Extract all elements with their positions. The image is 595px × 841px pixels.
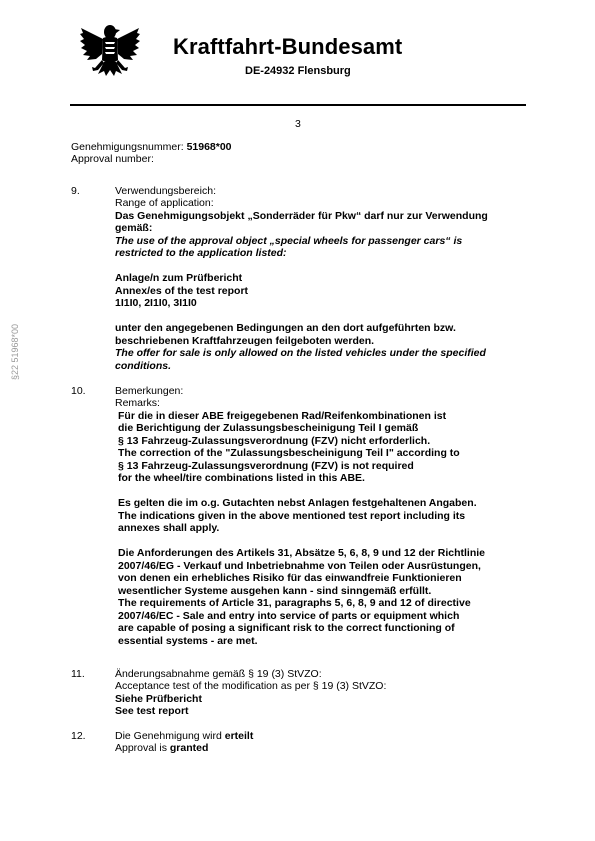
section-9-condition-en: The offer for sale is only allowed on the listed vehicles under the specified <box>115 347 486 359</box>
remarks-line: Es gelten die im o.g. Gutachten nebst Anlagen festgehaltenen Angaben. <box>118 497 477 509</box>
federal-eagle-logo <box>78 20 142 86</box>
section-9-condition: unter den angegebenen Bedingungen an den dort aufgeführten bzw. <box>115 322 456 334</box>
remarks-line: are capable of posing a significant risk to the correct functioning of <box>118 622 455 634</box>
section-9-number: 9. <box>71 185 80 197</box>
authority-address: DE-24932 Flensburg <box>245 65 351 77</box>
remarks-line: The indications given in the above mentioned test report including its <box>118 510 466 522</box>
section-9-annex-list: 1I1I0, 2I1I0, 3I1I0 <box>115 297 197 309</box>
approval-number-line <box>71 141 232 153</box>
approval-number-label-de: Genehmigungsnummer: <box>71 141 184 153</box>
section-12-line-de <box>115 730 253 742</box>
section-11-title-en: Acceptance test of the modification as per § 19 (3) StVZO: <box>115 680 387 692</box>
remarks-line: annexes shall apply. <box>118 522 220 534</box>
section-9-text-en: restricted to the application listed: <box>115 247 287 259</box>
section-12-status-de: erteilt <box>224 730 254 742</box>
section-10-title-de: Bemerkungen: <box>115 385 184 397</box>
remarks-line: essential systems - are met. <box>118 635 258 647</box>
section-9-condition-en: conditions. <box>115 360 171 372</box>
approval-number-label-en: Approval number: <box>71 153 154 165</box>
section-12-status-en: granted <box>169 742 209 754</box>
section-9-text-en: The use of the approval object „special wheels for passenger cars“ is <box>115 235 463 247</box>
remarks-line: 2007/46/EC - Sale and entry into service of parts or equipment which <box>118 610 460 622</box>
section-12-line-en <box>115 742 208 754</box>
section-11-reference-en: See test report <box>115 705 189 717</box>
remarks-line: Für die in dieser ABE freigegebenen Rad/Reifenkombinationen ist <box>118 410 447 422</box>
section-11-title-de: Änderungsabnahme gemäß § 19 (3) StVZO: <box>115 668 322 680</box>
header-divider <box>70 104 526 106</box>
remarks-line: Die Anforderungen des Artikels 31, Absätze 5, 6, 8, 9 und 12 der Richtlinie <box>118 547 486 559</box>
authority-title: Kraftfahrt-Bundesamt <box>173 34 403 59</box>
section-11-number: 11. <box>71 668 85 680</box>
side-reference-note: §22 51968*00 <box>10 323 20 380</box>
remarks-line: The correction of the "Zulassungsbescheinigung Teil I" according to <box>118 447 460 459</box>
remarks-line: The requirements of Article 31, paragraphs 5, 6, 8, 9 and 12 of directive <box>118 597 471 609</box>
section-9-text: gemäß: <box>115 222 153 234</box>
section-11-reference-de: Siehe Prüfbericht <box>115 693 202 705</box>
section-12-text-de: Die Genehmigung wird <box>115 730 225 742</box>
section-9-annex-label-en: Annex/es of the test report <box>115 285 249 297</box>
section-10-number: 10. <box>71 385 86 397</box>
approval-number-value: 51968*00 <box>186 141 232 153</box>
remarks-line: 2007/46/EG - Verkauf und Inbetriebnahme von Teilen oder Ausrüstungen, <box>118 560 481 572</box>
remarks-line: § 13 Fahrzeug-Zulassungsverordnung (FZV) is not required <box>118 460 414 472</box>
section-9-text: Das Genehmigungsobjekt „Sonderräder für Pkw“ darf nur zur Verwendung <box>115 210 488 222</box>
remarks-line: § 13 Fahrzeug-Zulassungsverordnung (FZV) nicht erforderlich. <box>118 435 431 447</box>
remarks-line: von denen ein erhebliches Risiko für das einwandfreie Funktionieren <box>118 572 462 584</box>
remarks-line: for the wheel/tire combinations listed in this ABE. <box>118 472 365 484</box>
section-9-condition: beschriebenen Kraftfahrzeugen feilgeboten werden. <box>115 335 375 347</box>
section-12-text-en: Approval is <box>115 742 170 754</box>
page-number: 3 <box>295 118 301 130</box>
remarks-line: die Berichtigung der Zulassungsbescheinigung Teil I gemäß <box>118 422 419 434</box>
section-10-title-en: Remarks: <box>115 397 160 409</box>
section-9-title-en: Range of application: <box>115 197 214 209</box>
section-12-number: 12. <box>71 730 86 742</box>
remarks-line: wesentlicher Systeme ausgehen kann - sind sinngemäß erfüllt. <box>118 585 432 597</box>
section-9-annex-label-de: Anlage/n zum Prüfbericht <box>115 272 243 284</box>
section-9-title-de: Verwendungsbereich: <box>115 185 216 197</box>
